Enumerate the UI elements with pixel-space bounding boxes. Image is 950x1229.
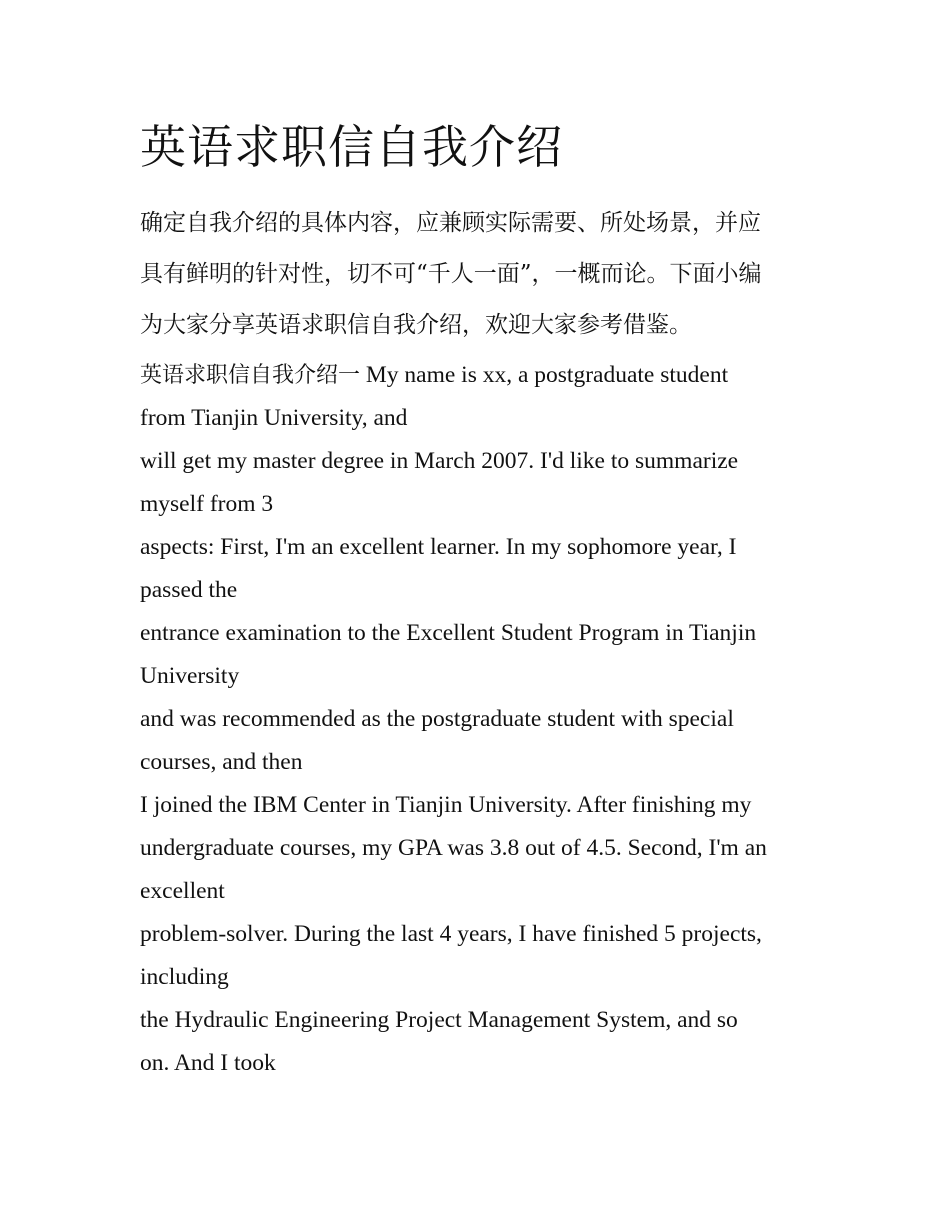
body-line: on. And I took: [140, 1050, 276, 1076]
intro-line: 具有鲜明的针对性，切不可“千人一面”，一概而论。下面小编: [140, 261, 762, 287]
body-line: problem-solver. During the last 4 years, I have finished 5 projects,: [140, 921, 762, 947]
page-title: 英语求职信自我介绍: [140, 120, 563, 174]
body-line-first: [140, 354, 820, 397]
body-line: aspects: First, I'm an excellent learner. In my sophomore year, I: [140, 534, 737, 560]
body-paragraph: [140, 354, 820, 1085]
intro-line: 确定自我介绍的具体内容，应兼顾实际需要、所处场景，并应: [140, 210, 761, 236]
body-line: courses, and then: [140, 749, 303, 775]
body-line: undergraduate courses, my GPA was 3.8 out of 4.5. Second, I'm an: [140, 835, 767, 861]
body-line: the Hydraulic Engineering Project Management System, and so: [140, 1007, 738, 1033]
body-line: from Tianjin University, and: [140, 405, 408, 431]
body-line: excellent: [140, 878, 225, 904]
body-line: University: [140, 663, 240, 689]
intro-line: 为大家分享英语求职信自我介绍，欢迎大家参考借鉴。: [140, 312, 692, 338]
body-line: and was recommended as the postgraduate student with special: [140, 706, 734, 732]
body-line-text: My name is xx, a postgraduate student: [360, 362, 729, 388]
body-line: entrance examination to the Excellent Student Program in Tianjin: [140, 620, 757, 646]
body-line: myself from 3: [140, 491, 274, 517]
body-line: including: [140, 964, 229, 990]
body-line: I joined the IBM Center in Tianjin University. After finishing my: [140, 792, 752, 818]
intro-paragraph: [140, 198, 820, 351]
body-line: will get my master degree in March 2007. I'd like to summarize: [140, 448, 739, 474]
section-heading: 英语求职信自我介绍一: [140, 363, 361, 388]
body-line: passed the: [140, 577, 238, 603]
